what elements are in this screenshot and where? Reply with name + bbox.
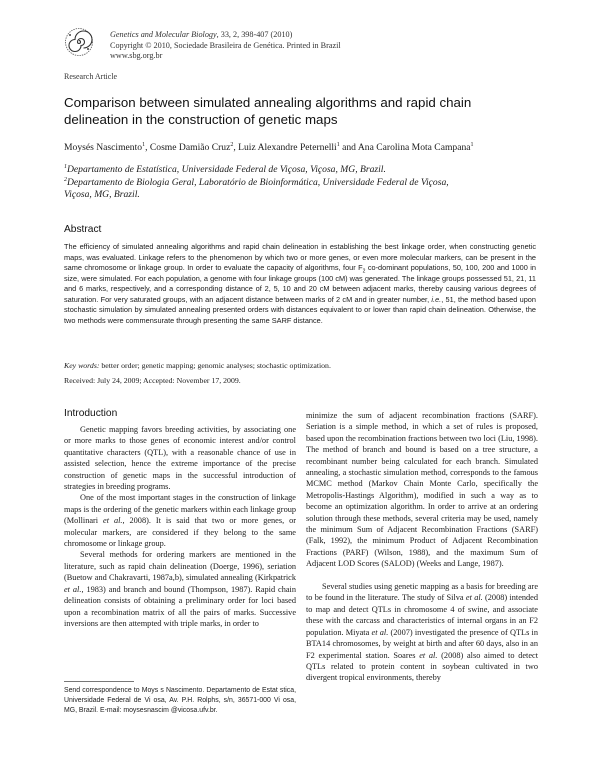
paragraph <box>306 581 538 684</box>
abstract-italic: i.e. <box>431 294 442 304</box>
citation-italic: et al. <box>465 593 483 603</box>
abstract-text-part: , 51, the method based upon stochastic simulation by simulated annealing presented orders with distances equivalent to or lower than rapid chain delineation. Otherwise, the two methods were commensurate through presenting the same SARF distance. <box>64 294 536 325</box>
paragraph: minimize the sum of adjacent recombination fractions (SARF). Seriation is a simple method, in which a set of rules is proposed, based upon the recombination fractions between two loci (Liu, 1998). The method of branch and bound is based on a tree structure, a recombinant number being calculated for each branch. Simulated annealing, a stochastic simulation method, corresponds to the famous MCMC method (Markov Chain Monte Carlo, specifically the Metropolis-Hastings Algorithm), modified in such a way as to become an optimization algorithm. In order to arrive at an ordering solution through these methods, several criteria may be used, namely the minimum Sum of Adjacent Recombination Fractions (SARF) (Falk, 1992), the minimum Product of Adjacent Recombination Fractions (PARF) (Wilson, 1988), and the maximum Sum of Adjacent LOD Scores (SALOD) (Weeks and Lange, 1987). <box>306 411 538 569</box>
citation-italic: et al. <box>419 650 438 660</box>
affiliation-2-text-line-2: Viçosa, MG, Brazil. <box>64 189 140 201</box>
citation-italic: et al. <box>103 516 123 526</box>
affiliation-1-text: Departamento de Estatística, Universidade Federal de Viçosa, Viçosa, MG, Brazil. <box>67 164 386 175</box>
paragraph-text: (2007) investigated the presence of QTLs in BTA14 chromosomes, by weight at birth and after 60 days, also in an F2 experimental station. Soares <box>306 627 538 660</box>
abstract-text-part: The efficiency of simulated annealing algorithms and rapid chain delineation in establishing the best linkage order, when constructing genetic maps, was evaluated. Linkage refers to the phenomenon by which two or more genes, or even more molecular markers, can be present in the same chromosome or linkage group. In order to evaluate the capacity of algorithms, four F <box>64 242 536 273</box>
affiliation-mark: 2 <box>64 176 67 183</box>
article-title <box>64 95 536 128</box>
affiliation-2 <box>64 177 536 202</box>
author-separator: , <box>145 142 150 153</box>
author-affiliation-mark: 2 <box>230 141 234 148</box>
keywords-text: better order; genetic mapping; genomic analyses; stochastic optimization. <box>99 361 331 370</box>
journal-name: Genetics and Molecular Biology <box>110 30 217 39</box>
author-name: Luiz Alexandre Peternelli <box>238 142 337 153</box>
received-accepted-dates: Received: July 24, 2009; Accepted: November 17, 2009. <box>64 376 241 385</box>
paragraph-text: , 2008). It is said that two or more genes, or molecular markers, are considered if they belong to the same chromosome or linkage group. <box>64 516 297 549</box>
citation-italic: et al. <box>64 584 82 594</box>
paragraph-text: Several studies using genetic mapping as a basis for breeding are to be found in the literature. The study of Silva <box>306 582 538 603</box>
paragraph: Genetic mapping favors breeding activities, by associating one or more marks to those genes of economic interest and/or control quantitative characters (QTL), with a reasonable chance of use in assisted selection, hence the extreme importance of the precise construction of genetic maps in the successful introduction of strategies in breeding programs. <box>64 425 296 492</box>
title-line-1: Comparison between simulated annealing algorithms and rapid chain <box>64 95 472 110</box>
affiliation-mark: 1 <box>64 163 67 170</box>
author-separator: , <box>233 142 239 153</box>
affiliation-2-text-line-1: Departamento de Biologia Geral, Laboratório de Bioinformática, Universidade Federal de Viçosa, <box>67 177 449 188</box>
article-type-label: Research Article <box>64 72 118 81</box>
subscript: 2 <box>362 268 366 275</box>
journal-header <box>110 30 341 62</box>
abstract-text-part: co-dominant populations, 50, 100, 200 and 1000 in size, were simulated. For each population, a genome with four linkage groups (100 cM) was generated. The linkage groups possessed 51, 21, 11 and 6 marks, respectively, and a corresponding distance of 2, 5, 10 and 20 cM between adjacent marks, thereby causing various degrees of saturation. For very saturated groups, with an adjacent distance between marks of 2 cM and in greater number, <box>64 263 536 304</box>
journal-citation-line <box>110 30 341 41</box>
paragraph-text: One of the most important stages in the construction of linkage maps is the ordering of the genetic markers within each linkage group (Mollinari <box>64 493 297 526</box>
paragraph-text: (2008) also aimed to detect QTLs related to protein content in soybean cultivated in two divergent tropical environments, thereby <box>306 650 539 683</box>
author-separator: and <box>339 142 358 153</box>
abstract-body <box>64 242 536 326</box>
journal-website-link[interactable]: www.sbg.org.br <box>110 51 163 60</box>
paragraph <box>64 549 296 629</box>
sbg-spiral-logo-icon <box>64 27 94 57</box>
author-affiliation-mark: 1 <box>142 141 146 148</box>
footnote-divider <box>64 681 134 682</box>
author-name: Cosme Damião Cruz <box>149 142 231 153</box>
correspondence-footnote: Send correspondence to Moys s Nascimento. Departamento de Estat stica, Universidade Federal de Vi osa, Av. P.H. Rolphs, s/n, 36571-000 Vi osa, MG, Brazil. E-mail: moysesnascim @vicosa.ufv.br. <box>64 687 296 714</box>
citation-italic: et al. <box>371 627 389 637</box>
left-column <box>64 424 296 629</box>
introduction-heading: Introduction <box>64 408 118 419</box>
keywords-line <box>64 361 536 371</box>
paragraph-text: Several methods for ordering markers are mentioned in the literature, such as rapid chain delineation (Doerge, 1996), seriation (Buetow and Chakravarti, 1987a,b), simulated annealing (Kirkpatrick <box>64 550 296 583</box>
author-affiliation-mark: 1 <box>336 141 340 148</box>
affiliation-1 <box>64 164 536 176</box>
author-affiliation-mark: 1 <box>470 141 474 148</box>
right-column <box>306 410 538 684</box>
copyright-line: Copyright © 2010, Sociedade Brasileira de Genética. Printed in Brazil <box>110 40 341 50</box>
paragraph-text: (2008) intended to map and detect QTLs in chromosome 4 of swine, and associate these with the carcass and characteristics of internal organs in an F2 population. Miyata <box>306 593 538 637</box>
author-list <box>64 142 536 154</box>
abstract-heading: Abstract <box>64 224 102 235</box>
keywords-label: Key words: <box>64 361 100 370</box>
title-line-2: delineation in the construction of genetic maps <box>64 111 338 127</box>
journal-citation: , 33, 2, 398-407 (2010) <box>216 30 293 39</box>
author-name: Moysés Nascimento <box>64 142 143 153</box>
author-name: Ana Carolina Mota Campana <box>357 142 471 153</box>
paragraph <box>64 492 296 549</box>
paragraph-text: , 1983) and branch and bound (Thompson, 1987). Rapid chain delineation consists of obtaining a preliminary order for loci based upon a recombination matrix of all the pairs of marks. Successive inversions are then attempted with triple marks, in order to <box>64 584 297 628</box>
